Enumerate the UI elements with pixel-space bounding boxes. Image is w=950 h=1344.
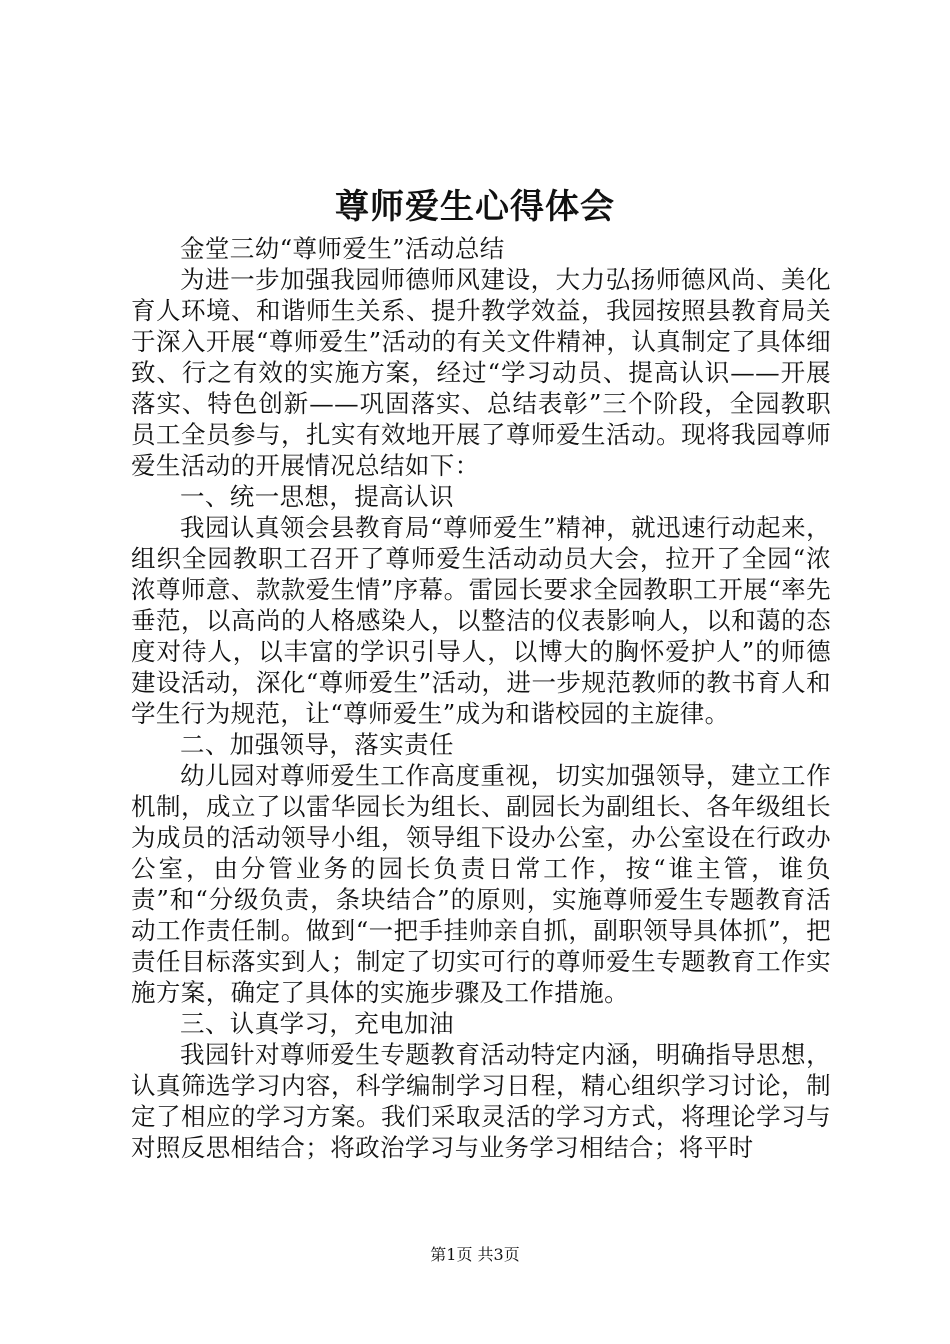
subtitle-paragraph: 金堂三幼“尊师爱生”活动总结 [180,234,505,263]
document-title: 尊师爱生心得体会 [335,187,615,227]
section-paragraph-1: 我园认真领会县教育局“尊师爱生”精神，就迅速行动起来，组织全园教职工召开了尊师爱生活动动员大会，拉开了全园“浓浓尊师意、款款爱生情”序幕。雷园长要求全园教职工开展“率先垂范，以高尚的人格感染人，以整洁的仪表影响人，以和蔼的态度对待人，以丰富的学识引导人，以博大的胸怀爱护人”的师德建设活动，深化“尊师爱生”活动，进一步规范教师的教书育人和学生行为规范，让“尊师爱生”成为和谐校园的主旋律。 [131,513,831,728]
section-paragraph-3: 我园针对尊师爱生专题教育活动特定内涵，明确指导思想，认真筛选学习内容，科学编制学习日程，精心组织学习讨论，制定了相应的学习方案。我们采取灵活的学习方式，将理论学习与对照反思相结合；将政治学习与业务学习相结合；将平时 [131,1040,831,1162]
document-body [131,233,831,1163]
section-paragraph-2: 幼儿园对尊师爱生工作高度重视，切实加强领导，建立工作机制，成立了以雷华园长为组长、副园长为副组长、各年级组长为成员的活动领导小组，领导组下设办公室，办公室设在行政办公室，由分管业务的园长负责日常工作，按“谁主管，谁负责”和“分级负责，条块结合”的原则，实施尊师爱生专题教育活动工作责任制。做到“一把手挂帅亲自抓，副职领导具体抓”，把责任目标落实到人；制定了切实可行的尊师爱生专题教育工作实施方案，确定了具体的实施步骤及工作措施。 [131,761,831,1007]
section-heading-1: 一、统一思想，提高认识 [180,482,454,511]
intro-paragraph: 为进一步加强我园师德师风建设，大力弘扬师德风尚、美化育人环境、和谐师生关系、提升教学效益，我园按照县教育局关于深入开展“尊师爱生”活动的有关文件精神，认真制定了具体细致、行之有效的实施方案，经过“学习动员、提高认识——开展落实、特色创新——巩固落实、总结表彰”三个阶段，全园教职员工全员参与，扎实有效地开展了尊师爱生活动。现将我园尊师爱生活动的开展情况总结如下： [131,265,831,480]
page-footer: 第1页 共3页 [430,1245,520,1264]
section-heading-3: 三、认真学习，充电加油 [180,1009,454,1038]
section-heading-2: 二、加强领导，落实责任 [180,730,454,759]
